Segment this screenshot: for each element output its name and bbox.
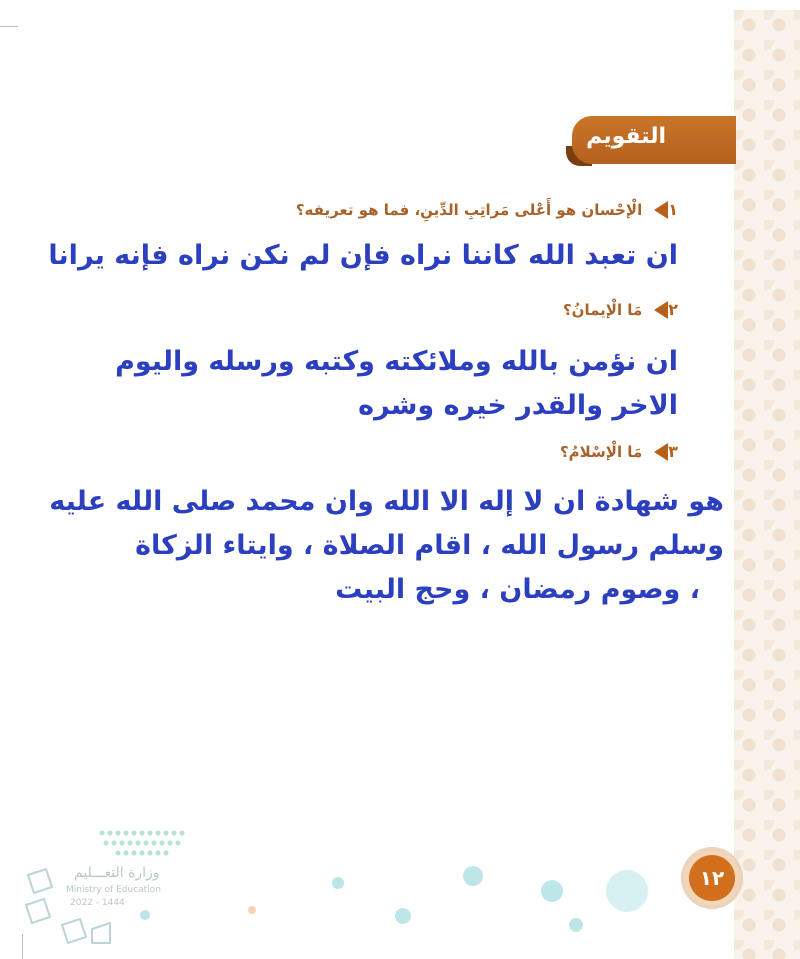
decorative-dot (332, 877, 344, 889)
question-1-number: ١ (668, 200, 678, 219)
question-3 (560, 442, 678, 461)
arrow-icon (654, 443, 668, 461)
question-3-marker (650, 442, 678, 461)
decorative-dot (606, 870, 648, 912)
question-1-marker (650, 200, 678, 219)
question-1-text: الْإحْسان هو أَعْلى مَراتِبِ الدِّينِ، فما هو تعريفه؟ (295, 200, 643, 219)
question-1 (296, 200, 678, 219)
page-number-text: ١٢ (699, 866, 725, 890)
decorative-dot (541, 880, 563, 902)
answer-1 (48, 234, 678, 278)
decorative-dot (395, 908, 411, 924)
answer-3-line-1: هو شهادة ان لا إله الا الله وان محمد صلى الله عليه (49, 486, 724, 517)
answer-3-line-3: ، وصوم رمضان ، وحج البيت (335, 574, 700, 605)
section-title: التقويم (586, 124, 666, 149)
decorative-dot (248, 906, 256, 914)
decorative-side-pattern (734, 10, 800, 959)
answer-2-line-1: ان نؤمن بالله وملائكته وكتبه ورسله واليوم (115, 346, 678, 377)
answer-1-line-1: ان تعبد الله كاننا نراه فإن لم نكن نراه فإنه يرانا (48, 240, 678, 271)
ministry-name-arabic: وزارة التعـــليم (74, 865, 160, 881)
question-2 (563, 300, 678, 319)
decorative-dot (569, 918, 583, 932)
ministry-name-english: Ministry of Education (66, 885, 161, 895)
question-3-number: ٣ (668, 442, 678, 461)
ministry-year: 2022 - 1444 (70, 898, 125, 908)
ministry-logo (22, 825, 202, 955)
answer-2 (115, 340, 678, 428)
crop-mark-top-left (0, 26, 18, 27)
answer-3 (49, 480, 724, 612)
section-header (572, 116, 736, 164)
question-2-text: مَا الْإيمانُ؟ (562, 300, 643, 319)
question-2-marker (650, 300, 678, 319)
answer-3-line-2: وسلم رسول الله ، اقام الصلاة ، وايتاء الزكاة (135, 530, 724, 561)
decorative-dot (463, 866, 483, 886)
question-3-text: مَا الْإسْلامُ؟ (559, 442, 643, 461)
page-number (689, 855, 735, 901)
arrow-icon (654, 301, 668, 319)
arrow-icon (654, 201, 668, 219)
answer-2-line-2: الاخر والقدر خيره وشره (358, 390, 678, 421)
question-2-number: ٢ (668, 300, 678, 319)
